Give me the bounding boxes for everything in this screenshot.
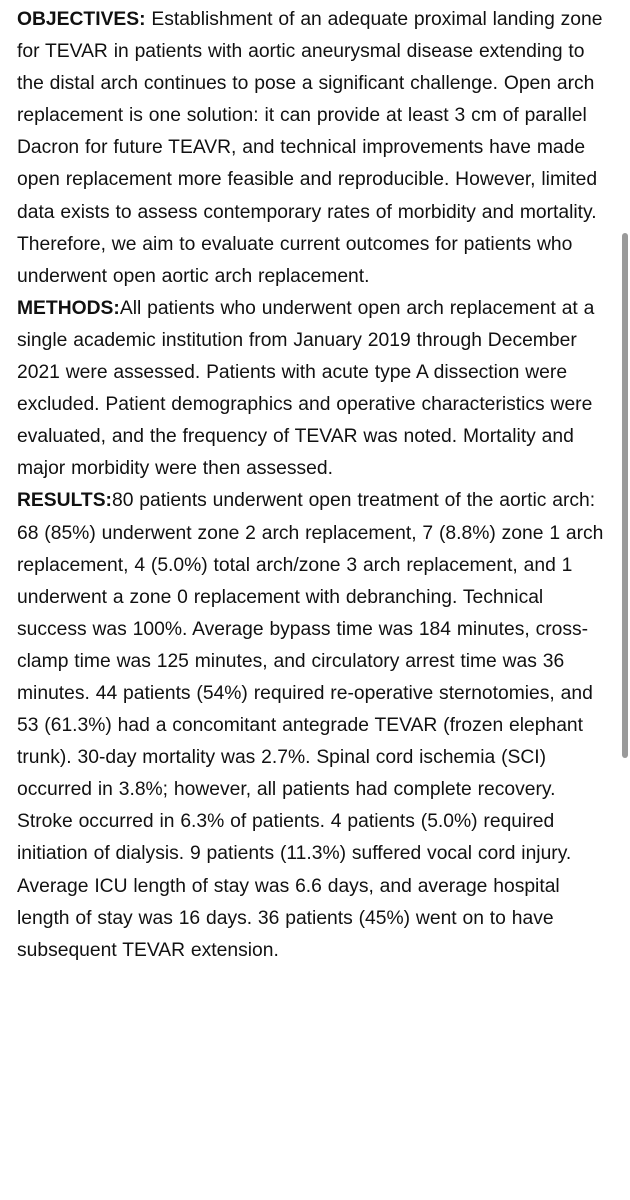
results-text: 80 patients underwent open treatment of the aortic arch: 68 (85%) underwent zone 2 arch replacement, 7 (8.8%) zone 1 arch replacement, 4 (5.0%) total arch/zone 3 arch replacement, and 1 underwent a zone 0 replacement with debranching. Technical success was 100%. Average bypass time was 184 minutes, cross-clamp time was 125 minutes, and circulatory arrest time was 36 minutes. 44 patients (54%) required re-operative sternotomies, and 53 (61.3%) had a concomitant antegrade TEVAR (frozen elephant trunk). 30-day mortality was 2.7%. Spinal cord ischemia (SCI) occurred in 3.8%; however, all patients had complete recovery. Stroke occurred in 6.3% of patients. 4 patients (5.0%) required initiation of dialysis. 9 patients (11.3%) suffered vocal cord injury. Average ICU length of stay was 6.6 days, and average hospital length of stay was 16 days. 36 patients (45%) went on to have subsequent TEVAR extension. (17, 490, 604, 961)
scrollbar-thumb[interactable] (622, 233, 628, 758)
objectives-heading: OBJECTIVES: (17, 9, 146, 30)
results-heading: RESULTS: (17, 490, 112, 512)
objectives-section (17, 4, 616, 293)
methods-section (17, 293, 616, 486)
results-section (17, 485, 616, 966)
methods-heading: METHODS: (17, 297, 120, 319)
objectives-text: Establishment of an adequate proximal landing zone for TEVAR in patients with aortic aneurysmal disease extending to the distal arch continues to pose a significant challenge. Open arch replacement is one solution: it can provide at least 3 cm of parallel Dacron for future TEAVR, and technical improvements have made open replacement more feasible and reproducible. However, limited data exists to assess contemporary rates of morbidity and mortality. Therefore, we aim to evaluate current outcomes for patients who underwent open aortic arch replacement. (17, 9, 603, 287)
methods-text: All patients who underwent open arch replacement at a single academic institution from January 2019 through December 2021 were assessed. Patients with acute type A dissection were excluded. Patient demographics and operative characteristics were evaluated, and the frequency of TEVAR was noted. Mortality and major morbidity were then assessed. (17, 297, 595, 480)
